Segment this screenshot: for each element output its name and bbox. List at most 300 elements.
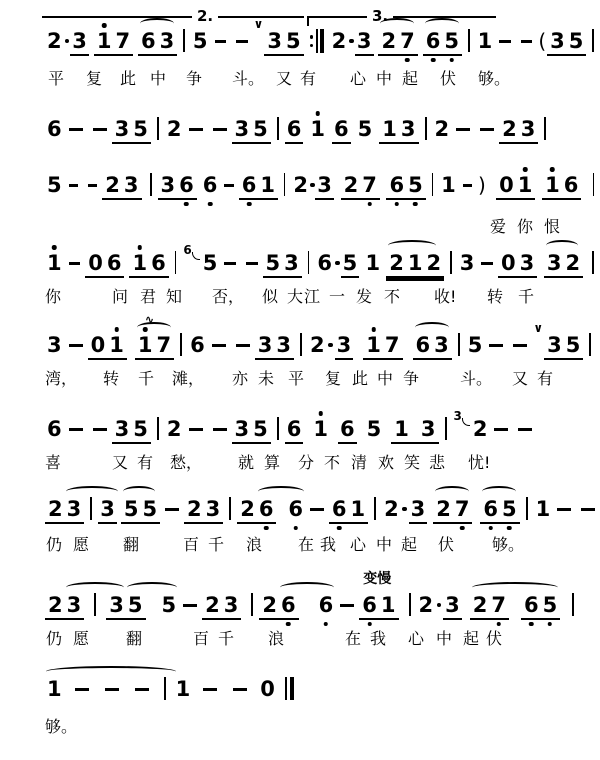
- note-digit: 5: [122, 496, 141, 522]
- note-digit: 7: [491, 593, 506, 617]
- barline: [251, 593, 253, 616]
- lyric-syllable: 清: [351, 453, 368, 472]
- barline: [94, 593, 96, 616]
- dash-note: [69, 344, 83, 347]
- barline: [526, 497, 528, 520]
- note-digit: 2: [387, 250, 406, 276]
- lyric-syllable: 湾，: [45, 369, 78, 388]
- note-group: [391, 416, 438, 444]
- note-digit: 1: [441, 173, 456, 197]
- note-digit: 2: [293, 173, 308, 197]
- barline: [432, 173, 433, 196]
- note-digit: 1: [109, 333, 124, 357]
- barline: [284, 173, 285, 196]
- note-digit: 2: [240, 497, 255, 521]
- note-digit: 1: [313, 417, 328, 441]
- lyric-syllable: 你: [45, 287, 62, 306]
- lyric-syllable: 分: [298, 453, 315, 472]
- dash-note: [456, 128, 470, 131]
- note-digit: 6: [106, 251, 122, 275]
- lyric-syllable: 不: [384, 287, 401, 306]
- lyric-syllable: 恨: [544, 217, 561, 236]
- note-digit: 3: [257, 333, 273, 357]
- note-group: [480, 496, 519, 524]
- lyric-syllable: 斗。: [460, 369, 493, 388]
- dash-note: [481, 262, 493, 265]
- note-digit: 2: [205, 593, 220, 617]
- note-digit: 6: [414, 332, 433, 358]
- dash-note: [183, 604, 197, 607]
- dot-shape: [335, 261, 340, 266]
- note-group: [135, 313, 174, 360]
- left-paren: (: [538, 29, 547, 53]
- dash-note: [224, 184, 233, 187]
- lyric-syllable: 忧!: [468, 453, 491, 472]
- note-digit: 2: [47, 29, 62, 53]
- note-digit: 5: [133, 417, 148, 441]
- note-digit: 3: [160, 173, 176, 197]
- lyric-syllable: 千: [208, 535, 225, 554]
- lyric-syllable: 起: [402, 69, 419, 88]
- lyric-syllable: 愿: [73, 535, 90, 554]
- lyric-syllable: 心: [350, 535, 367, 554]
- note-digit: 6: [257, 496, 276, 522]
- barline: [90, 497, 92, 520]
- dash-note: [236, 40, 248, 43]
- note-digit: 3: [114, 117, 130, 141]
- barline: [150, 173, 151, 196]
- dot-shape: [402, 507, 407, 512]
- barline: [450, 251, 452, 274]
- note-digit: 3: [545, 250, 564, 276]
- lyric-syllable: 转: [103, 369, 120, 388]
- lyric-syllable: 够。: [45, 717, 78, 736]
- note-digit: 2: [310, 333, 325, 357]
- lyric-syllable: 心: [350, 69, 367, 88]
- note-digit: 3: [223, 593, 239, 617]
- lyric-syllable: 又: [512, 369, 529, 388]
- note-group: [94, 28, 133, 56]
- note-digit: 5: [161, 593, 177, 617]
- note-digit: 2: [166, 117, 182, 141]
- dash-note: [189, 128, 203, 131]
- note-digit: 2: [48, 497, 63, 521]
- barline: [277, 417, 279, 440]
- notation-line-7: [45, 496, 600, 526]
- dash-note: [93, 128, 107, 131]
- spacer: [462, 592, 470, 593]
- note-digit: 1: [310, 117, 325, 141]
- dash-note: [513, 344, 527, 347]
- note-group: [264, 28, 303, 56]
- dot-shape: [349, 39, 354, 44]
- note-group: [329, 496, 368, 524]
- lyric-syllable: 未: [258, 369, 275, 388]
- repeat-dot: [310, 44, 314, 48]
- note-digit: 1: [535, 497, 551, 521]
- note-digit: 5: [357, 117, 373, 141]
- dash-note: [480, 128, 494, 131]
- notation-systems: [0, 17, 600, 740]
- note-digit: 1: [477, 29, 493, 53]
- spacer: [357, 416, 365, 417]
- note-digit: 6: [338, 416, 357, 444]
- note-digit: 2: [418, 593, 434, 617]
- lyric-syllable: 有: [137, 453, 154, 472]
- note-digit: 1: [96, 29, 112, 53]
- dash-note: [75, 688, 89, 691]
- note-digit: 3: [409, 496, 428, 524]
- note-digit: 6: [424, 28, 443, 54]
- lyric-syllable: 大: [287, 287, 304, 306]
- dotted-note-dot: [327, 332, 335, 358]
- note-digit: 5: [565, 333, 581, 357]
- spacer: [403, 332, 413, 333]
- grace-curve-icon: [462, 418, 470, 426]
- barline: [157, 417, 159, 440]
- note-digit: 3: [547, 333, 562, 357]
- lyric-syllable: 复: [325, 369, 342, 388]
- note-group: [138, 28, 177, 56]
- note-digit: 1: [365, 251, 381, 275]
- dash-note: [69, 184, 78, 187]
- note-digit: 6: [285, 116, 304, 144]
- note-group: [255, 332, 294, 360]
- note-digit: 2: [262, 593, 277, 617]
- lyric-syllable: 千: [218, 629, 235, 648]
- note-digit: 3: [355, 28, 374, 56]
- barline: [445, 417, 447, 440]
- note-digit: 3: [520, 117, 536, 141]
- spacer: [537, 250, 544, 251]
- note-digit: 7: [400, 29, 415, 53]
- dot-shape: [310, 183, 315, 188]
- barline: [592, 251, 594, 274]
- spacer: [241, 592, 245, 593]
- note-digit: 3: [47, 333, 62, 357]
- lyric-syllable: 起: [401, 535, 418, 554]
- note-group: [88, 332, 127, 360]
- spacer: [383, 416, 391, 417]
- note-digit: 6: [202, 173, 218, 197]
- note-digit: 0: [88, 251, 103, 275]
- notation-line-4: [45, 243, 600, 280]
- lyric-line-4: [0, 284, 600, 310]
- note-digit: 1: [366, 333, 381, 357]
- note-digit: 5: [286, 29, 301, 53]
- spacer: [334, 172, 341, 173]
- notation-line-6: [45, 409, 600, 446]
- breath-mark-icon: ∨: [253, 17, 264, 31]
- note-digit: 2: [48, 593, 63, 617]
- lyric-syllable: 愿: [73, 629, 90, 648]
- note-digit: 5: [366, 417, 382, 441]
- note-digit: 3: [276, 333, 291, 357]
- final-barline: [285, 677, 294, 700]
- dotted-note-dot: [348, 28, 355, 54]
- note-digit: 2: [565, 251, 581, 275]
- dash-note: [203, 688, 217, 691]
- dash-note: [310, 508, 324, 511]
- dash-note: [489, 344, 503, 347]
- lyric-syllable: 复: [86, 69, 103, 88]
- lyric-syllable: 在: [345, 629, 362, 648]
- barline: [409, 593, 411, 616]
- note-group: [386, 172, 425, 200]
- note-digit: 3: [205, 497, 221, 521]
- barline: [164, 677, 166, 700]
- lyric-syllable: 翻: [126, 629, 143, 648]
- note-digit: 7: [156, 333, 172, 357]
- note-digit: 6: [279, 592, 298, 618]
- note-digit: 0: [260, 677, 275, 701]
- note-digit: 1 ∿: [136, 332, 155, 358]
- note-digit: 1: [175, 677, 191, 701]
- note-digit: 5: [502, 497, 517, 521]
- notation-line-3: [45, 172, 600, 202]
- note-digit: 6: [389, 173, 405, 197]
- spacer: [127, 332, 135, 333]
- note-digit: 2: [426, 251, 442, 275]
- note-digit: 6: [179, 173, 194, 197]
- note-group: [239, 172, 278, 200]
- dash-note: [213, 128, 227, 131]
- lyric-syllable: 转: [487, 287, 504, 306]
- lyric-syllable: 不: [324, 453, 341, 472]
- lyric-syllable: 有: [537, 369, 554, 388]
- lyric-line-7: [0, 532, 600, 558]
- lyric-syllable: 在: [298, 535, 315, 554]
- lyric-syllable: 此: [120, 69, 137, 88]
- dash-note: [224, 262, 236, 265]
- lyric-syllable: 滩，: [172, 369, 205, 388]
- note-digit: 6: [47, 117, 62, 141]
- dash-note: [518, 428, 532, 431]
- note-digit: 7: [384, 333, 400, 357]
- note-digit: 5: [253, 117, 268, 141]
- note-digit: 0: [499, 173, 514, 197]
- lyric-syllable: 斗。: [232, 69, 265, 88]
- note-digit: 5: [568, 29, 584, 53]
- lyric-line-8: [0, 626, 600, 652]
- lyric-syllable: 君: [140, 287, 157, 306]
- dash-note: [135, 688, 149, 691]
- note-group: [433, 496, 472, 524]
- lyric-syllable: 我: [370, 629, 387, 648]
- dash-note: [581, 508, 595, 511]
- spacer: [330, 416, 338, 417]
- lyric-syllable: 中: [377, 369, 394, 388]
- note-digit: 3: [459, 251, 475, 275]
- note-digit: 5: [133, 117, 148, 141]
- lyric-syllable: 平: [48, 69, 65, 88]
- note-digit: 3: [315, 172, 334, 200]
- note-digit: 6: [362, 593, 377, 617]
- note-digit: 5: [126, 592, 145, 618]
- note-digit: 3: [98, 496, 117, 524]
- lyric-syllable: 翻: [123, 535, 140, 554]
- barline: [544, 117, 546, 140]
- grace-note-digit: 6: [183, 243, 192, 257]
- spacer: [303, 416, 311, 417]
- grace-note-digit: 3: [453, 409, 462, 423]
- note-digit: 5: [202, 251, 218, 275]
- note-digit: 5: [265, 251, 281, 275]
- lyric-syllable: 仍: [46, 629, 63, 648]
- note-digit: 5: [253, 417, 268, 441]
- note-digit: 2: [343, 173, 359, 197]
- note-digit: 2: [331, 29, 347, 53]
- note-digit: 2: [384, 497, 399, 521]
- note-digit: 6: [47, 417, 62, 441]
- lyric-syllable: 问: [112, 287, 129, 306]
- spacer: [411, 429, 419, 430]
- lyric-syllable: 起: [463, 629, 480, 648]
- note-digit: 2: [471, 592, 490, 618]
- note-digit: 3: [267, 29, 283, 53]
- note-digit: 6: [139, 28, 158, 54]
- note-group: [547, 28, 586, 56]
- barline: [229, 497, 231, 520]
- barline: [308, 251, 310, 274]
- spacer: [487, 172, 496, 173]
- lyric-syllable: 一: [329, 287, 346, 306]
- repeat-dots: [310, 35, 314, 47]
- barline: [277, 117, 279, 140]
- dash-note: [521, 40, 533, 43]
- dash-note: [212, 344, 226, 347]
- dotted-note-dot: [401, 496, 409, 522]
- dash-note: [340, 604, 354, 607]
- note-digit: 3: [159, 29, 175, 53]
- lyric-syllable: 争: [403, 369, 420, 388]
- dot-shape: [65, 39, 70, 44]
- note-digit: 3: [70, 28, 89, 56]
- note-digit: 6: [288, 497, 303, 521]
- note-digit: 1: [260, 173, 275, 197]
- lyric-syllable: 亦: [232, 369, 249, 388]
- note-digit: 6: [481, 496, 500, 522]
- note-digit: 6: [285, 416, 304, 444]
- note-digit: 5: [341, 250, 360, 278]
- note-digit: 3: [284, 251, 299, 275]
- note-group: [542, 172, 581, 200]
- thick-barline: [320, 29, 324, 53]
- note-digit: 6: [190, 333, 205, 357]
- barline: [592, 29, 594, 52]
- lyric-syllable: 喜: [45, 453, 62, 472]
- notation-line-8: [45, 571, 600, 622]
- note-group: [413, 332, 452, 360]
- dash-note: [69, 262, 81, 265]
- lyric-line-9: [0, 714, 600, 740]
- lyric-syllable: 够。: [492, 535, 525, 554]
- dash-note: [463, 184, 472, 187]
- dash-note: [105, 688, 119, 691]
- dash-note: [215, 40, 227, 43]
- note-digit: 6: [563, 173, 579, 197]
- note-group: [423, 28, 462, 56]
- volta-label-2: 2.: [192, 7, 218, 25]
- lyric-line-1: [0, 66, 600, 92]
- note-group: [470, 592, 509, 620]
- note-digit: 5: [542, 593, 558, 617]
- lyric-syllable: 有: [300, 69, 317, 88]
- dash-note: [236, 344, 250, 347]
- note-digit: 6: [151, 251, 166, 275]
- lyric-syllable: 争: [186, 69, 203, 88]
- dash-note: [165, 508, 179, 511]
- barline: [458, 333, 460, 356]
- note-digit: 2: [166, 417, 182, 441]
- spacer: [222, 676, 228, 677]
- dash-note: [246, 262, 258, 265]
- lyric-syllable: 够。: [478, 69, 511, 88]
- lyric-syllable: 浪: [268, 629, 285, 648]
- lyric-syllable: 爱: [490, 217, 507, 236]
- end-repeat-sign: [310, 28, 324, 54]
- note-group: [499, 116, 538, 144]
- lyric-syllable: 伏: [438, 535, 455, 554]
- lyric-syllable: 我: [320, 535, 337, 554]
- lyric-syllable: 收!: [434, 287, 457, 306]
- dash-note: [189, 428, 203, 431]
- note-digit: 1: [394, 417, 409, 441]
- note-digit: 0: [90, 333, 106, 357]
- repeat-dot: [310, 35, 314, 39]
- dotted-note-dot: [435, 592, 443, 618]
- lyric-syllable: 中: [150, 69, 167, 88]
- notation-line-9: [45, 676, 600, 706]
- lyric-line-6: [0, 450, 600, 476]
- lyric-syllable: 欢: [378, 453, 395, 472]
- note-digit: 3: [109, 593, 124, 617]
- barline: [374, 497, 376, 520]
- note-group: [379, 116, 418, 144]
- note-group: [496, 172, 535, 200]
- note-group: [45, 496, 84, 524]
- dash-note: [69, 128, 83, 131]
- lyric-syllable: 百: [183, 535, 200, 554]
- dash-note: [93, 428, 107, 431]
- note-group: [498, 250, 537, 278]
- note-group: [341, 172, 380, 200]
- note-digit: 2: [502, 117, 517, 141]
- spacer: [380, 172, 387, 173]
- barline: [180, 333, 182, 356]
- lyric-syllable: 又: [112, 453, 129, 472]
- barline: [157, 117, 159, 140]
- barline: [425, 117, 427, 140]
- notation-line-1: [45, 17, 600, 58]
- note-group: [521, 592, 560, 620]
- notation-line-2: [45, 116, 600, 146]
- barline: [589, 333, 591, 356]
- note-digit: 2: [379, 28, 398, 54]
- note-group: [102, 172, 141, 200]
- barline: [572, 593, 574, 616]
- barline: [175, 251, 177, 274]
- lyric-syllable: 平: [288, 369, 305, 388]
- note-digit: 6: [241, 173, 257, 197]
- note-digit: 3: [234, 417, 250, 441]
- lyric-syllable: 中: [376, 535, 393, 554]
- note-digit: 1: [517, 173, 533, 197]
- note-digit: 5: [47, 173, 62, 197]
- note-digit: 2: [434, 117, 450, 141]
- tempo-label: 变慢: [363, 571, 392, 587]
- lyric-syllable: 似: [262, 287, 279, 306]
